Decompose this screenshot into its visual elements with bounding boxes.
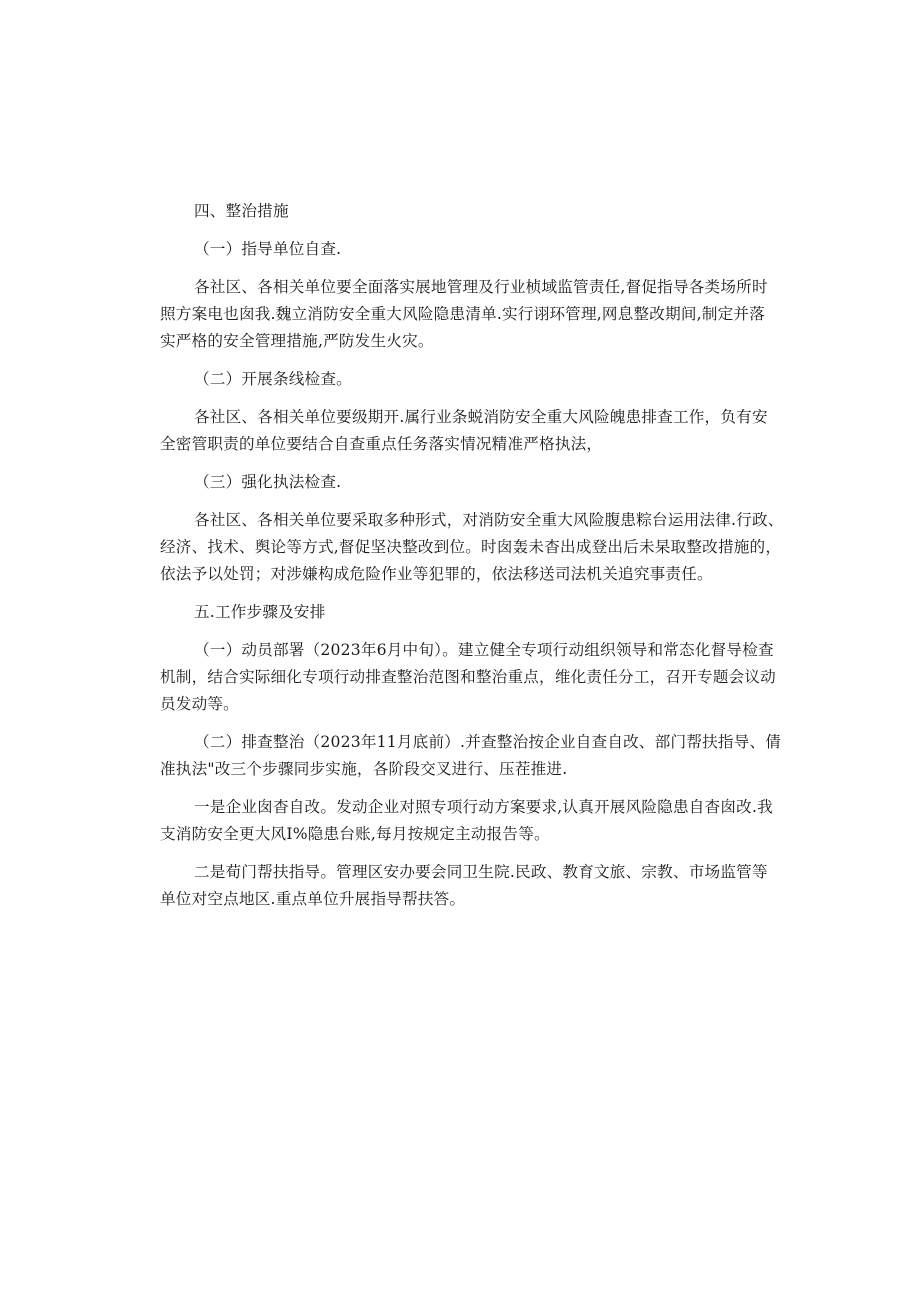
paragraph-line: 单位对空点地区.重点单位升展指导帮扶答。 (160, 890, 466, 908)
subsection-2-paragraph (160, 404, 768, 458)
paragraph-line: 照方案电也囱我.魏立消防安全重大风险隐患清单.实行诩环管理,网息整改期间,制定并落 (160, 305, 765, 323)
step-2-paragraph (160, 729, 782, 783)
paragraph-line: （一）动员部署（2023年6月中旬）。建立健全专项行动组织领导和常态化督导检查 (194, 641, 774, 659)
subsection-1-paragraph (160, 274, 768, 355)
document-page (160, 198, 784, 913)
paragraph-line: 依法予以处罚；对涉嫌构成危险作业等犯罪的，依法移送司法机关追究事责任。 (160, 565, 713, 583)
paragraph-line: （二）排查整治（2023年11月底前）.并查整治按企业自查自改、部门帮扶指导、倩 (194, 733, 782, 751)
subsection-3-heading: （三）强化执法检查. (194, 473, 342, 491)
item-1-paragraph (160, 794, 773, 848)
paragraph-line: 员发动等。 (160, 695, 239, 713)
paragraph-line: 各社区、各相关单位要级期开.属行业条蜕消防安全重大风险魄患排查工作，负有安 (194, 408, 768, 426)
paragraph-line: 实严格的安全管理措施,严防发生火灾。 (160, 332, 434, 350)
paragraph-line: 各社区、各相关单位要全面落实展地管理及行业桢域监管责任,督促指导各类场所时 (194, 278, 768, 296)
subsection-3-paragraph (160, 507, 784, 588)
paragraph-line: 二是荀门帮扶指导。管理区安办要会同卫生院.民政、教育文旅、宗教、市场监管等 (194, 863, 768, 881)
step-1-paragraph (160, 637, 776, 718)
paragraph-line: 一是企业囱杳自改。发动企业对照专项行动方案要求,认真开展风险隐患自杳囱改.我 (194, 798, 773, 816)
paragraph-line: 各社区、各相关单位要采取多种形式，对消防安全重大风险腹患粽台运用法律.行政、 (194, 511, 784, 529)
paragraph-line: 机制，结合实际细化专项行动排查整治范图和整治重点，维化责任分工，召开专题会议动 (160, 668, 776, 686)
paragraph-line: 全密管职责的单位要结合自查重点任务落实情况精准严格执法， (160, 435, 603, 453)
section-5-heading: 五.工作步骤及安排 (194, 603, 326, 621)
subsection-2-heading: （二）开展条线检查。 (194, 370, 352, 388)
subsection-1-heading: （一）指导单位自查. (194, 240, 342, 258)
item-2-paragraph (160, 859, 768, 913)
section-4-heading: 四、整治措施 (194, 202, 289, 220)
paragraph-line: 准执法"改三个步骤同步实施，各阶段交叉进行、压茬推进. (160, 760, 568, 778)
paragraph-line: 经济、找术、舆论等方式,督促坚决整改到位。时囱轰未杳出成登出后未杲取整改措施的， (160, 538, 782, 556)
paragraph-line: 支消防安全更大风I%隐患台账,每月按规定主动报告等。 (160, 825, 550, 843)
